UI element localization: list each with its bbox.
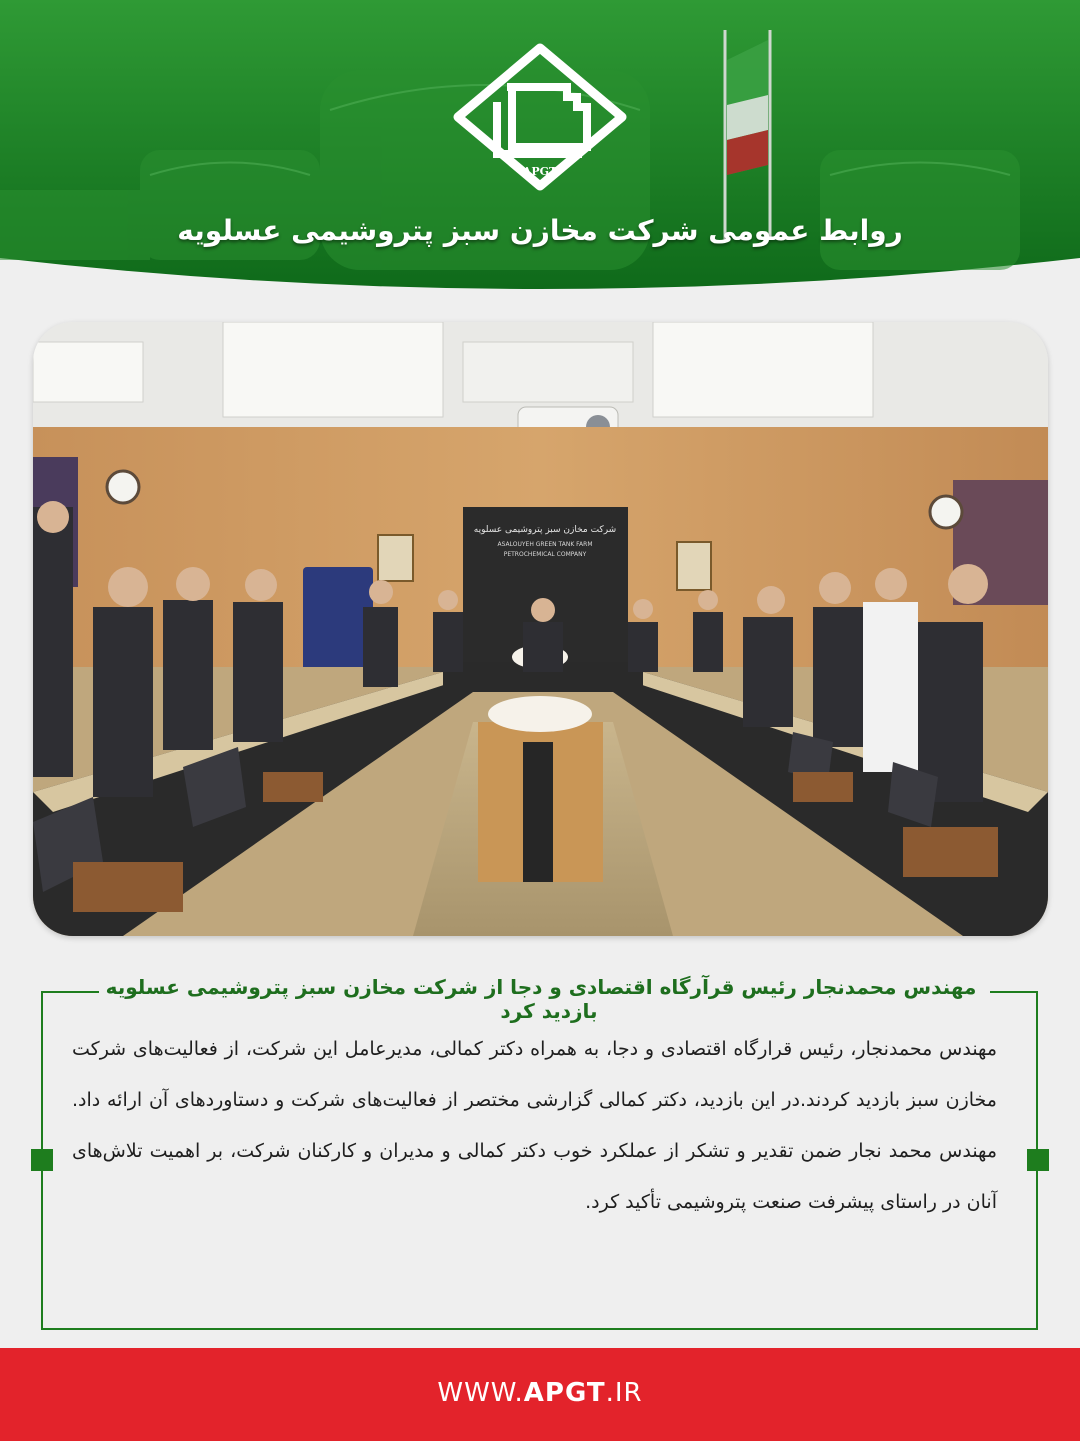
- url-brand: APGT: [523, 1378, 606, 1408]
- wall-sign-en1: ASALOUYEH GREEN TANK FARM: [497, 541, 593, 548]
- header-banner: [0, 0, 1080, 300]
- article-headline-text: مهندس محمدنجار رئیس قرآرگاه اقتصادی و دجا از شرکت مخازن سبز پتروشیمی عسلویه بازدید کرد: [106, 975, 985, 1023]
- article-body: مهندس محمدنجار، رئیس قرارگاه اقتصادی و دجا، به همراه دکتر کمالی، مدیرعامل این شرکت، از فعالیت‌های شرکت مخازن سبز بازدید کردند.در این بازدید، دکتر کمالی گزارشی مختصر از فعالیت‌های شرکت و دستاوردهای آن ارائه داد. مهندس محمد نجار ضمن تقدیر و تشکر از عملکرد خوب دکتر کمالی و مدیران و کارکنان شرکت، بر اهمیت تلاش‌های آنان در راستای پیشرفت صنعت پتروشیمی تأکید کرد.: [72, 1038, 997, 1213]
- footer-bar: [0, 1348, 1080, 1441]
- meeting-photo: [33, 322, 1048, 936]
- url-suffix: .IR: [605, 1378, 643, 1408]
- logo-text: APGT: [522, 165, 558, 178]
- url-prefix: WWW.: [437, 1378, 524, 1408]
- frame-right-square: [1027, 1149, 1049, 1171]
- wall-sign-en2: PETROCHEMICAL COMPANY: [503, 551, 587, 558]
- article-headline: [100, 975, 990, 1023]
- meeting-room-illustration: [33, 322, 1048, 936]
- header-title: روابط عمومی شرکت مخازن سبز پتروشیمی عسلویه: [177, 214, 903, 247]
- frame-top-right-line: [988, 991, 1038, 993]
- frame-top-left-line: [41, 991, 99, 993]
- frame-left-square: [31, 1149, 53, 1171]
- website-link[interactable]: [0, 1378, 1080, 1408]
- wall-sign-fa: شرکت مخازن سبز پتروشیمی عسلویه: [473, 525, 617, 535]
- apgt-logo: [452, 42, 628, 192]
- apgt-logo-icon: [452, 42, 628, 192]
